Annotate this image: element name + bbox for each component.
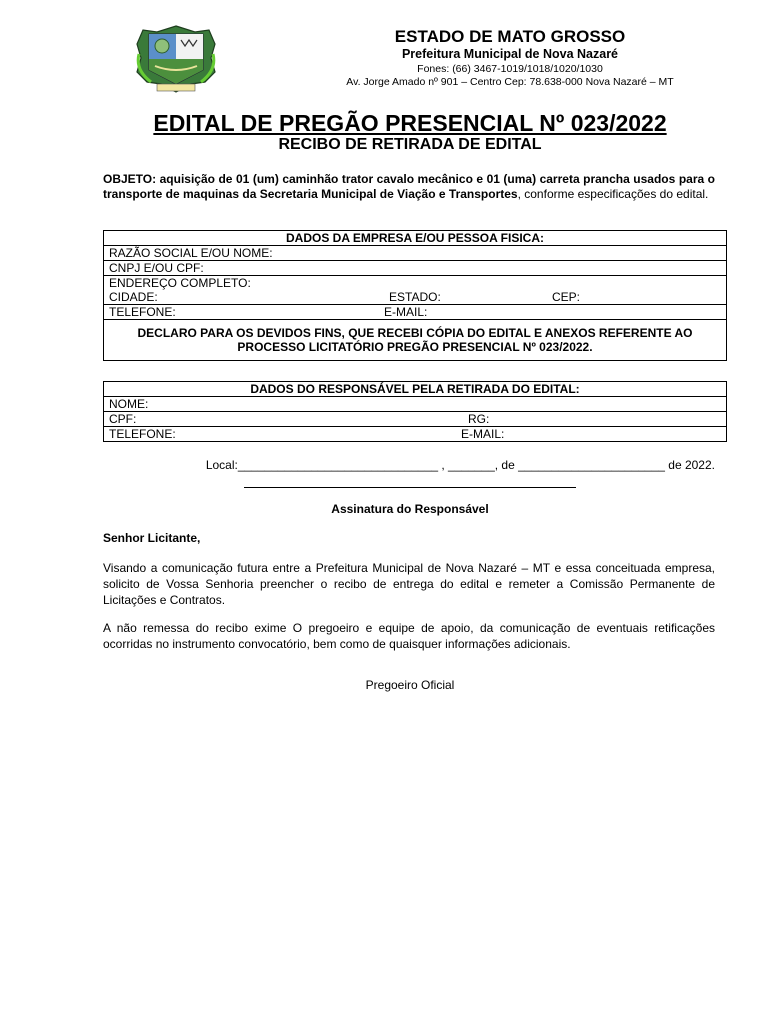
object-paragraph: [103, 172, 715, 202]
responsible-phone-label: TELEFONE:: [109, 427, 176, 441]
declaration-text: DECLARO PARA OS DEVIDOS FINS, QUE RECEBI CÓPIA DO EDITAL E ANEXOS REFERENTE AO PROCESSO LICITATÓRIO PREGÃO PRESENCIAL Nº 023/2022.: [104, 320, 727, 361]
object-bold-text: OBJETO: aquisição de 01 (um) caminhão trator cavalo mecânico e 01 (uma) carreta prancha usados para o transporte de maquinas da Secretaria Municipal de Viação e Transportes: [103, 172, 715, 201]
header-prefeitura: Prefeitura Municipal de Nova Nazaré: [401, 47, 619, 61]
company-name-field[interactable]: RAZÃO SOCIAL E/OU NOME:: [104, 246, 727, 261]
cep-label: CEP:: [552, 290, 581, 304]
cpf-label: CPF:: [109, 412, 137, 426]
signature-line[interactable]: [244, 487, 576, 488]
email-label: E-MAIL:: [384, 305, 428, 319]
header-phones: Fones: (66) 3467-1019/1018/1020/1030: [417, 63, 603, 75]
responsible-email-label: E-MAIL:: [461, 427, 505, 441]
paragraph-notice: A não remessa do recibo exime O pregoeiro e equipe de apoio, da comunicação de eventuais retificações ocorridas no instrumento convocatório, bem como de quaisquer informações adicionais.: [103, 621, 715, 651]
paragraph-communication: Visando a comunicação futura entre a Prefeitura Municipal de Nova Nazaré – MT e essa conceituada empresa, solicito de Vossa Senhoria preencher o recibo de entrega do edital e remeter a Comissão Permanente de Licitações e Contratos.: [103, 561, 715, 607]
company-address-field[interactable]: [104, 276, 727, 305]
municipal-crest-logo: [135, 24, 217, 94]
salutation: Senhor Licitante,: [103, 531, 201, 545]
local-date-line[interactable]: Local:______________________________ , _______, de ______________________ de 2022.: [205, 458, 715, 472]
footer-pregoeiro: Pregoeiro Oficial: [365, 678, 455, 692]
responsible-contact-field[interactable]: [104, 427, 727, 442]
document-title: EDITAL DE PREGÃO PRESENCIAL Nº 023/2022: [153, 110, 667, 136]
address-label: ENDEREÇO COMPLETO:: [109, 276, 251, 290]
header-address: Av. Jorge Amado nº 901 – Centro Cep: 78.638-000 Nova Nazaré – MT: [346, 76, 674, 88]
rg-label: RG:: [468, 412, 490, 426]
company-data-table: [103, 230, 727, 361]
company-table-header: DADOS DA EMPRESA E/OU PESSOA FISICA:: [104, 231, 727, 246]
phone-label: TELEFONE:: [109, 305, 176, 319]
document-subtitle: RECIBO DE RETIRADA DE EDITAL: [278, 136, 542, 153]
signature-label: Assinatura do Responsável: [331, 502, 489, 516]
state-label: ESTADO:: [389, 290, 441, 304]
responsible-name-field[interactable]: NOME:: [104, 397, 727, 412]
header-state: ESTADO DE MATO GROSSO: [394, 27, 626, 46]
company-cnpj-field[interactable]: CNPJ E/OU CPF:: [104, 261, 727, 276]
responsible-data-table: [103, 381, 727, 442]
object-rest-text: , conforme especificações do edital.: [517, 187, 709, 201]
responsible-table-header: DADOS DO RESPONSÁVEL PELA RETIRADA DO EDITAL:: [104, 382, 727, 397]
city-label: CIDADE:: [109, 290, 158, 304]
responsible-id-field[interactable]: [104, 412, 727, 427]
company-contact-field[interactable]: [104, 305, 727, 320]
